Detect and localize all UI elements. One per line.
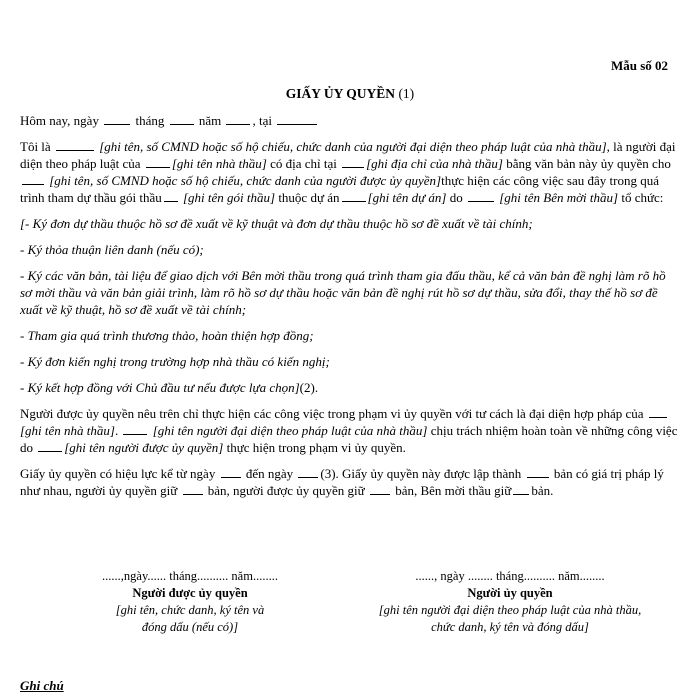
title-text: GIẤY ỦY QUYỀN: [285, 86, 396, 101]
para-text: , là người đại diện theo pháp luật của: [20, 139, 676, 171]
para-text: chịu trách nhiệm hoàn toàn về những công việc do: [20, 423, 678, 455]
blank: [513, 483, 529, 495]
blank: [123, 423, 147, 435]
signature-hint: chức danh, ký tên và đóng dấu]: [431, 620, 589, 634]
signature-date-line: ......,ngày...... tháng.......... năm........: [102, 569, 278, 583]
document-title: [0, 86, 700, 102]
para-text: thực hiện các công việc sau đây trong quá trình tham dự thầu gói thầu: [20, 173, 659, 205]
para-text: do: [446, 190, 466, 205]
signature-role: Người được ủy quyền: [132, 586, 248, 600]
placeholder-hint: [ghi tên gói thầu]: [182, 190, 276, 205]
blank: [22, 173, 44, 185]
blank: [370, 483, 390, 495]
blank: [298, 466, 318, 478]
document-body: [20, 112, 678, 508]
grantor-paragraph: [20, 138, 678, 206]
signature-role: Người ủy quyền: [467, 586, 553, 600]
para-text: bản.: [531, 483, 554, 498]
para-text: Tôi là: [20, 139, 54, 154]
notes-label: Ghi chú: [20, 678, 64, 693]
para-text: bản, Bên mời thầu giữ: [391, 483, 512, 498]
para-text: có địa chỉ tại: [266, 156, 341, 171]
blank: [56, 139, 94, 151]
para-text: bằng văn bản này ủy quyền cho: [502, 156, 671, 171]
para-text: thuộc dự án: [275, 190, 340, 205]
placeholder-hint: [ghi tên dự án]: [367, 190, 447, 205]
para-text: đến ngày: [242, 466, 297, 481]
signature-hint: đóng dấu (nếu có)]: [141, 620, 239, 634]
para-text: tổ chức:: [618, 190, 664, 205]
placeholder-hint: [ghi tên người đại diện theo pháp luật của nhà thầu]: [152, 423, 428, 438]
blank: [527, 466, 549, 478]
intro-text: Hôm nay, ngày: [20, 113, 103, 128]
blank-day: [104, 113, 130, 125]
task-text: - Ký kết hợp đồng với Chủ đầu tư nếu được lựa chọn]: [20, 380, 300, 395]
task-item: [- Ký đơn dự thầu thuộc hồ sơ đề xuất về kỹ thuật và đơn dự thầu thuộc hồ sơ đề xuất về tài chính;: [20, 216, 533, 231]
placeholder-hint: [ghi tên, số CMND hoặc số hộ chiếu, chức danh của người được ủy quyền]: [49, 173, 442, 188]
scope-paragraph: [20, 405, 678, 456]
para-text: thực hiện trong phạm vi ủy quyền.: [223, 440, 406, 455]
signature-date-line: ......, ngày ........ tháng.......... năm........: [415, 569, 605, 583]
task-item: - Ký đơn kiến nghị trong trường hợp nhà thầu có kiến nghị;: [20, 354, 330, 369]
para-text: .: [114, 423, 122, 438]
intro-line: [20, 112, 678, 129]
placeholder-hint: [ghi tên, số CMND hoặc số hộ chiếu, chức danh của người đại diện theo pháp luật của nhà thầu]: [99, 139, 607, 154]
para-text: Giấy ủy quyền có hiệu lực kể từ ngày: [20, 466, 219, 481]
task-item: - Tham gia quá trình thương thảo, hoàn thiện hợp đồng;: [20, 328, 314, 343]
para-text: bản, người được ủy quyền giữ: [204, 483, 368, 498]
title-note: (1): [395, 86, 415, 101]
para-text: Người được ủy quyền nêu trên chỉ thực hiện các công việc trong phạm vi ủy quyền với tư cách là đại diện hợp pháp của: [20, 406, 647, 421]
task-item-last: [20, 379, 678, 396]
blank-month: [170, 113, 194, 125]
task-item: - Ký thỏa thuận liên danh (nếu có);: [20, 242, 204, 257]
intro-text: năm: [195, 113, 225, 128]
para-text: bản có giá trị pháp lý như nhau, người ủy quyền giữ: [20, 466, 664, 498]
signature-hint: [ghi tên người đại diện theo pháp luật của nhà thầu,: [378, 603, 642, 617]
blank-place: [277, 113, 317, 125]
blank: [221, 466, 241, 478]
blank: [146, 156, 170, 168]
blank: [183, 483, 203, 495]
signature-block-grantor: [350, 568, 670, 636]
intro-text: tháng: [132, 113, 168, 128]
placeholder-hint: [ghi tên nhà thầu]: [20, 423, 115, 438]
placeholder-hint: [ghi tên nhà thầu]: [171, 156, 267, 171]
task-note: (2).: [299, 380, 319, 395]
signature-block-grantee: [60, 568, 320, 636]
blank: [342, 156, 364, 168]
intro-text: , tại: [252, 113, 276, 128]
para-text: (3). Giấy ủy quyền này được lập thành: [320, 466, 525, 481]
blank: [649, 406, 667, 418]
blank-year: [226, 113, 250, 125]
blank: [38, 440, 62, 452]
blank: [468, 190, 494, 202]
placeholder-hint: [ghi địa chỉ của nhà thầu]: [366, 156, 503, 171]
blank: [342, 190, 366, 202]
form-number: Mẫu số 02: [610, 58, 668, 73]
validity-paragraph: [20, 465, 678, 499]
placeholder-hint: [ghi tên người được ủy quyền]: [64, 440, 224, 455]
signature-hint: [ghi tên, chức danh, ký tên và: [115, 603, 265, 617]
task-item: - Ký các văn bản, tài liệu để giao dịch với Bên mời thầu trong quá trình tham gia đấu thầu, kể cả văn bản đề nghị làm rõ hồ sơ mời thầu và văn bản giải trình, làm rõ hồ sơ dự thầu hoặc văn bản đề nghị rút hồ sơ dự thầu, sửa đổi, thay thế hồ sơ đề xuất về kỹ thuật, hồ sơ đề xuất về tài chính;: [20, 268, 666, 317]
blank: [164, 190, 178, 202]
placeholder-hint: [ghi tên Bên mời thầu]: [499, 190, 619, 205]
